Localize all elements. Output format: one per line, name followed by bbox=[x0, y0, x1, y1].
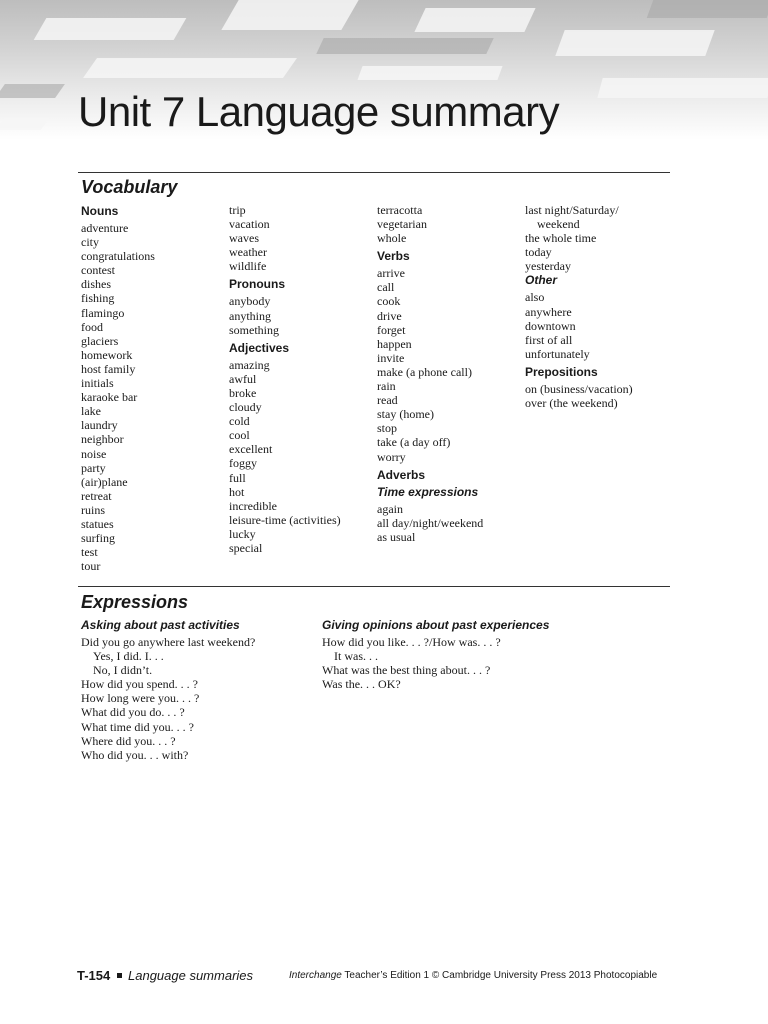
list-item: food bbox=[81, 319, 103, 334]
list-item: host family bbox=[81, 361, 136, 376]
list-item: trip bbox=[229, 203, 246, 217]
list-item: stay (home) bbox=[377, 407, 434, 422]
list-item: last night/Saturday/ bbox=[525, 203, 619, 217]
list-item: cool bbox=[229, 428, 250, 443]
list-item: incredible bbox=[229, 498, 277, 513]
list-item: homework bbox=[81, 347, 133, 362]
list-item: How long were you. . . ? bbox=[81, 691, 200, 706]
list-item: yesterday bbox=[525, 259, 571, 274]
list-item: adventure bbox=[81, 221, 129, 235]
list-item: on (business/vacation) bbox=[525, 381, 633, 396]
list-item: noise bbox=[81, 446, 107, 461]
list-item: dishes bbox=[81, 277, 111, 292]
list-item: weekend bbox=[537, 217, 580, 232]
time-expressions-heading: Time expressions bbox=[377, 484, 479, 499]
list-item: forget bbox=[377, 322, 406, 337]
list-item: What did you do. . . ? bbox=[81, 705, 185, 720]
list-item: Where did you. . . ? bbox=[81, 733, 176, 748]
list-item: full bbox=[229, 470, 246, 485]
nouns-heading: Nouns bbox=[81, 204, 119, 218]
list-item: worry bbox=[377, 449, 406, 464]
giving-heading: Giving opinions about past experiences bbox=[322, 618, 550, 632]
list-item: make (a phone call) bbox=[377, 364, 472, 379]
list-item: contest bbox=[81, 263, 115, 278]
list-item: surfing bbox=[81, 531, 115, 546]
list-item: unfortunately bbox=[525, 346, 590, 361]
list-item: downtown bbox=[525, 318, 576, 333]
vocab-column-4 bbox=[525, 203, 633, 410]
page-number: T-154 bbox=[77, 968, 111, 983]
adjectives-heading: Adjectives bbox=[229, 340, 290, 355]
asking-heading: Asking about past activities bbox=[81, 618, 240, 632]
list-item: cloudy bbox=[229, 400, 262, 415]
expressions-divider bbox=[78, 586, 670, 587]
list-item: It was. . . bbox=[334, 649, 378, 664]
list-item: vegetarian bbox=[377, 217, 427, 232]
list-item: read bbox=[377, 393, 398, 408]
list-item: What was the best thing about. . . ? bbox=[322, 663, 491, 678]
list-item: the whole time bbox=[525, 231, 597, 246]
verbs-heading: Verbs bbox=[377, 249, 410, 264]
list-item: tour bbox=[81, 559, 101, 574]
list-item: invite bbox=[377, 350, 405, 365]
list-item: initials bbox=[81, 376, 114, 391]
vocab-column-3 bbox=[377, 203, 483, 544]
list-item: city bbox=[81, 235, 99, 250]
list-item: wildlife bbox=[229, 259, 267, 274]
list-item: call bbox=[377, 280, 395, 295]
list-item: all day/night/weekend bbox=[377, 515, 484, 530]
list-item: happen bbox=[377, 336, 412, 351]
list-item: rain bbox=[377, 379, 396, 394]
list-item: first of all bbox=[525, 332, 573, 347]
list-item: again bbox=[377, 501, 403, 516]
list-item: fishing bbox=[81, 291, 115, 306]
list-item: No, I didn’t. bbox=[93, 663, 153, 678]
other-heading: Other bbox=[525, 273, 558, 288]
list-item: vacation bbox=[229, 217, 270, 232]
list-item: take (a day off) bbox=[377, 435, 451, 450]
list-item: glaciers bbox=[81, 333, 119, 348]
list-item: Yes, I did. I. . . bbox=[93, 649, 164, 664]
list-item: foggy bbox=[229, 456, 257, 471]
footer-credit bbox=[289, 970, 657, 981]
list-item: laundry bbox=[81, 418, 118, 433]
list-item: special bbox=[229, 540, 263, 555]
list-item: lake bbox=[81, 404, 101, 419]
list-item: today bbox=[525, 245, 552, 260]
list-item: anything bbox=[229, 308, 271, 323]
list-item: neighbor bbox=[81, 432, 124, 447]
list-item: statues bbox=[81, 516, 114, 531]
list-item: retreat bbox=[81, 488, 112, 503]
list-item: flamingo bbox=[81, 305, 125, 320]
vocab-column-1 bbox=[81, 204, 155, 573]
footer-section: Language summaries bbox=[128, 968, 254, 983]
list-item: whole bbox=[377, 231, 407, 246]
list-item: weather bbox=[229, 245, 267, 260]
list-item: anywhere bbox=[525, 304, 572, 319]
list-item: hot bbox=[229, 484, 245, 499]
list-item: excellent bbox=[229, 442, 273, 457]
list-item: How did you spend. . . ? bbox=[81, 677, 198, 692]
list-item: drive bbox=[377, 308, 402, 323]
list-item: stop bbox=[377, 421, 398, 436]
bullet-square-icon bbox=[117, 973, 122, 978]
list-item: congratulations bbox=[81, 249, 155, 264]
list-item: awful bbox=[229, 371, 257, 386]
list-item: something bbox=[229, 322, 279, 337]
list-item: arrive bbox=[377, 266, 405, 281]
list-item: also bbox=[525, 290, 545, 305]
vocabulary-divider bbox=[78, 172, 670, 173]
expressions-heading: Expressions bbox=[81, 592, 189, 612]
list-item: leisure-time (activities) bbox=[229, 512, 341, 527]
list-item: Who did you. . . with? bbox=[81, 747, 189, 762]
credit-title: Interchange bbox=[289, 970, 342, 981]
giving-column bbox=[322, 618, 549, 691]
list-item: over (the weekend) bbox=[525, 396, 618, 411]
page-title: Unit 7 Language summary bbox=[78, 88, 560, 135]
list-item: cook bbox=[377, 294, 401, 309]
pronouns-heading: Pronouns bbox=[229, 277, 285, 292]
list-item: waves bbox=[229, 231, 259, 246]
list-item: test bbox=[81, 545, 98, 560]
list-item: broke bbox=[229, 385, 257, 400]
prepositions-heading: Prepositions bbox=[525, 364, 598, 379]
list-item: Was the. . . OK? bbox=[322, 677, 401, 692]
adverbs-heading: Adverbs bbox=[377, 467, 426, 482]
list-item: karaoke bar bbox=[81, 390, 138, 405]
list-item: ruins bbox=[81, 502, 105, 517]
list-item: What time did you. . . ? bbox=[81, 719, 194, 734]
credit-rest: Teacher’s Edition 1 © Cambridge University Press 2013 Photocopiable bbox=[341, 970, 658, 981]
list-item: Did you go anywhere last weekend? bbox=[81, 635, 256, 649]
list-item: How did you like. . . ?/How was. . . ? bbox=[322, 635, 501, 649]
list-item: lucky bbox=[229, 526, 256, 541]
list-item: anybody bbox=[229, 294, 271, 309]
page-footer bbox=[77, 968, 677, 988]
vocab-column-2 bbox=[229, 203, 341, 555]
list-item: amazing bbox=[229, 357, 270, 372]
list-item: cold bbox=[229, 414, 250, 429]
vocabulary-heading: Vocabulary bbox=[81, 177, 178, 197]
list-item: party bbox=[81, 460, 106, 475]
list-item: as usual bbox=[377, 529, 416, 544]
list-item: terracotta bbox=[377, 203, 423, 217]
asking-column bbox=[81, 618, 255, 762]
list-item: (air)plane bbox=[81, 474, 128, 489]
